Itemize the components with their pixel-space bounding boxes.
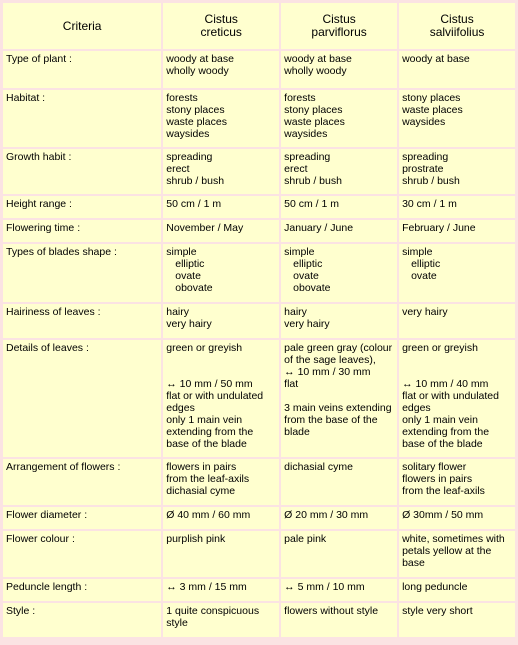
value-cell: 50 cm / 1 m	[163, 196, 279, 218]
value-cell: pale pink	[281, 531, 397, 577]
value-cell: simple elliptic ovate	[399, 244, 515, 302]
row-blade-shape	[3, 244, 515, 302]
row-peduncle-length	[3, 579, 515, 601]
value-cell: hairy very hairy	[163, 304, 279, 338]
value-cell: 50 cm / 1 m	[281, 196, 397, 218]
criterion-cell: Type of plant :	[3, 51, 161, 88]
header-species-salviifolius: Cistus salviifolius	[399, 3, 515, 49]
value-cell: flowers without style	[281, 603, 397, 637]
value-cell: long peduncle	[399, 579, 515, 601]
criterion-cell: Flower colour :	[3, 531, 161, 577]
value-cell: woody at base	[399, 51, 515, 88]
value-cell: Ø 20 mm / 30 mm	[281, 507, 397, 529]
header-species-creticus: Cistus creticus	[163, 3, 279, 49]
value-cell: spreading erect shrub / bush	[281, 149, 397, 194]
header-species-parviflorus: Cistus parviflorus	[281, 3, 397, 49]
row-style	[3, 603, 515, 637]
row-details-of-leaves	[3, 340, 515, 457]
row-flower-diameter	[3, 507, 515, 529]
row-arrangement-of-flowers	[3, 459, 515, 505]
criterion-cell: Types of blades shape :	[3, 244, 161, 302]
value-cell: white, sometimes with petals yellow at the base	[399, 531, 515, 577]
value-cell: Ø 40 mm / 60 mm	[163, 507, 279, 529]
value-cell: forests stony places waste places waysides	[281, 90, 397, 147]
value-cell: stony places waste places waysides	[399, 90, 515, 147]
row-hairiness	[3, 304, 515, 338]
value-cell: solitary flower flowers in pairs from the leaf-axils	[399, 459, 515, 505]
row-habitat	[3, 90, 515, 147]
value-cell: spreading prostrate shrub / bush	[399, 149, 515, 194]
value-cell: woody at base wholly woody	[163, 51, 279, 88]
value-cell: very hairy	[399, 304, 515, 338]
value-cell: pale green gray (colour of the sage leaves), ↔ 10 mm / 30 mm flat 3 main veins extending from the base of the blade	[281, 340, 397, 457]
criterion-cell: Style :	[3, 603, 161, 637]
value-cell: simple elliptic ovate obovate	[281, 244, 397, 302]
row-flowering-time	[3, 220, 515, 242]
value-cell: flowers in pairs from the leaf-axils dichasial cyme	[163, 459, 279, 505]
row-height-range	[3, 196, 515, 218]
header-criteria: Criteria	[3, 3, 161, 49]
value-cell: 30 cm / 1 m	[399, 196, 515, 218]
row-flower-colour	[3, 531, 515, 577]
value-cell: 1 quite conspicuous style	[163, 603, 279, 637]
value-cell: November / May	[163, 220, 279, 242]
cistus-comparison-table	[1, 1, 517, 639]
criterion-cell: Details of leaves :	[3, 340, 161, 457]
header-row	[3, 3, 515, 49]
value-cell: January / June	[281, 220, 397, 242]
value-cell: green or greyish ↔ 10 mm / 40 mm flat or with undulated edges only 1 main vein extending from the base of the blade	[399, 340, 515, 457]
value-cell: simple elliptic ovate obovate	[163, 244, 279, 302]
value-cell: hairy very hairy	[281, 304, 397, 338]
criterion-cell: Peduncle length :	[3, 579, 161, 601]
value-cell: green or greyish ↔ 10 mm / 50 mm flat or with undulated edges only 1 main vein extending from the base of the blade	[163, 340, 279, 457]
criterion-cell: Habitat :	[3, 90, 161, 147]
value-cell: dichasial cyme	[281, 459, 397, 505]
value-cell: February / June	[399, 220, 515, 242]
criterion-cell: Height range :	[3, 196, 161, 218]
value-cell: ↔ 5 mm / 10 mm	[281, 579, 397, 601]
value-cell: spreading erect shrub / bush	[163, 149, 279, 194]
row-growth-habit	[3, 149, 515, 194]
value-cell: purplish pink	[163, 531, 279, 577]
criterion-cell: Growth habit :	[3, 149, 161, 194]
value-cell: style very short	[399, 603, 515, 637]
row-type-of-plant	[3, 51, 515, 88]
value-cell: forests stony places waste places waysides	[163, 90, 279, 147]
value-cell: woody at base wholly woody	[281, 51, 397, 88]
criterion-cell: Flower diameter :	[3, 507, 161, 529]
criterion-cell: Arrangement of flowers :	[3, 459, 161, 505]
criterion-cell: Hairiness of leaves :	[3, 304, 161, 338]
value-cell: Ø 30mm / 50 mm	[399, 507, 515, 529]
criterion-cell: Flowering time :	[3, 220, 161, 242]
value-cell: ↔ 3 mm / 15 mm	[163, 579, 279, 601]
